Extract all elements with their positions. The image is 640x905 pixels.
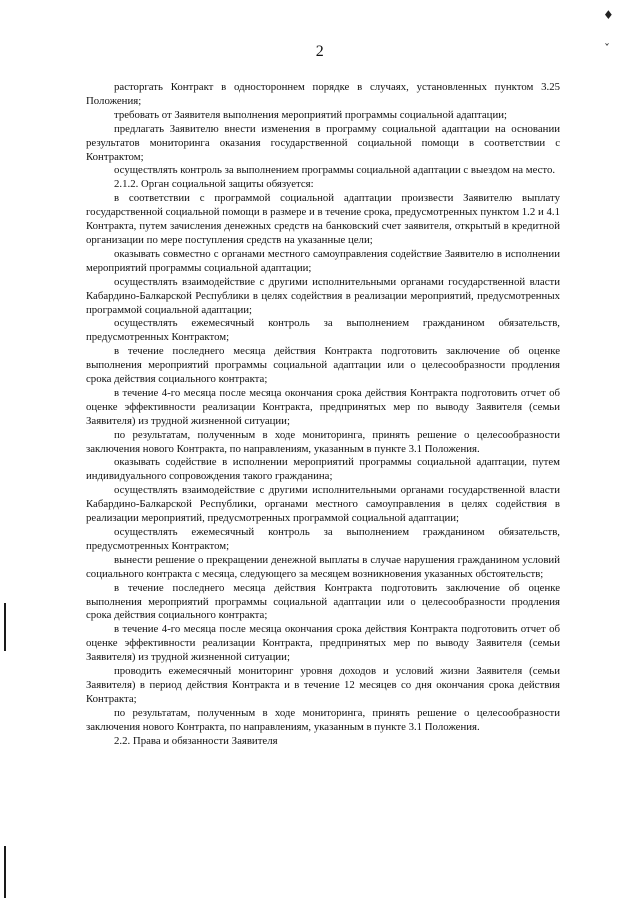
paragraph: оказывать совместно с органами местного самоуправления содействие Заявителю в исполнении мероприятий программы социальной адаптации; [86, 247, 560, 274]
paragraph: проводить ежемесячный мониторинг уровня доходов и условий жизни Заявителя (семьи Заявителя) в период действия Контракта и в течение 12 месяцев со дня окончания срока действия Контракта; [86, 665, 560, 705]
paragraph: осуществлять ежемесячный контроль за выполнением гражданином обязательств, предусмотренных Контрактом; [86, 526, 560, 552]
scan-mark-tick: ˇ [604, 42, 610, 56]
section-heading: 2.1.2. Орган социальной защиты обязуется: [114, 178, 314, 191]
paragraph: осуществлять взаимодействие с другими исполнительными органами государственной власти Кабардино-Балкарской Республики в целях содействия в реализации мероприятий, предусмотренных программой социальной адаптации; [86, 275, 560, 316]
paragraph: по результатам, полученным в ходе мониторинга, принять решение о целесообразности заключения нового Контракта, по направлениям, указанным в пункте 3.1 Положения. [86, 706, 560, 733]
paragraph: по результатам, полученным в ходе мониторинга, принять решение о целесообразности заключения нового Контракта, по направлениям, указанным в пункте 3.1 Положения. [86, 428, 560, 455]
paragraph: оказывать содействие в исполнении мероприятий программы социальной адаптации, путем индивидуального сопровождения такого гражданина; [86, 456, 560, 483]
scan-edge-mark [4, 603, 6, 651]
paragraph: осуществлять ежемесячный контроль за выполнением гражданином обязательств, предусмотренных Контрактом; [86, 317, 560, 344]
scan-edge-mark [4, 846, 6, 898]
scan-mark-top: ♦ [603, 8, 614, 22]
paragraph: в течение последнего месяца действия Контракта подготовить заключение об оценке выполнения мероприятий программы социальной адаптации или о целесообразности продления срока действия социального контракта; [86, 581, 560, 622]
section-heading: 2.2. Права и обязанности Заявителя [114, 734, 278, 747]
paragraph: расторгать Контракт в одностороннем порядке в случаях, установленных пунктом 3.25 Положения; [86, 81, 560, 107]
paragraph: в течение последнего месяца действия Контракта подготовить заключение об оценке выполнения мероприятий программы социальной адаптации или о целесообразности продления срока действия социального контракта; [86, 345, 560, 386]
paragraph: предлагать Заявителю внести изменения в программу социальной адаптации на основании результатов мониторинга оказания государственной социальной помощи в соответствии с Контрактом; [86, 122, 560, 163]
paragraph: требовать от Заявителя выполнения мероприятий программы социальной адаптации; [114, 108, 508, 121]
paragraph: вынести решение о прекращении денежной выплаты в случае нарушения гражданином условий социального контракта с месяца, следующего за месяцем возникновения указанных обстоятельств; [86, 553, 560, 580]
paragraph: в соответствии с программой социальной адаптации произвести Заявителю выплату государственной социальной помощи в размере и в течение срока, предусмотренных пунктом 1.2 и 4.1 Контракта, путем зачисления денежных средств на банковский счет заявителя, открытый в кредитной организации по мере поступления средств на указанные цели; [86, 192, 560, 246]
paragraph: осуществлять взаимодействие с другими исполнительными органами государственной власти Кабардино-Балкарской Республики, органами местного самоуправления в целях содействия в реализации мероприятий, предусмотренных программой социальной адаптации; [86, 484, 560, 525]
paragraph: осуществлять контроль за выполнением программы социальной адаптации с выездом на место. [114, 164, 556, 177]
paragraph: в течение 4-го месяца после месяца окончания срока действия Контракта подготовить отчет об оценке эффективности реализации Контракта, предпринятых мер по выводу Заявителя (семьи Заявителя) из трудной жизненной ситуации; [86, 623, 560, 664]
paragraph: в течение 4-го месяца после месяца окончания срока действия Контракта подготовить отчет об оценке эффективности реализации Контракта, предпринятых мер по выводу Заявителя (семьи Заявителя) из трудной жизненной ситуации; [86, 386, 560, 427]
page-number: 2 [315, 43, 325, 60]
document-body [86, 81, 560, 749]
